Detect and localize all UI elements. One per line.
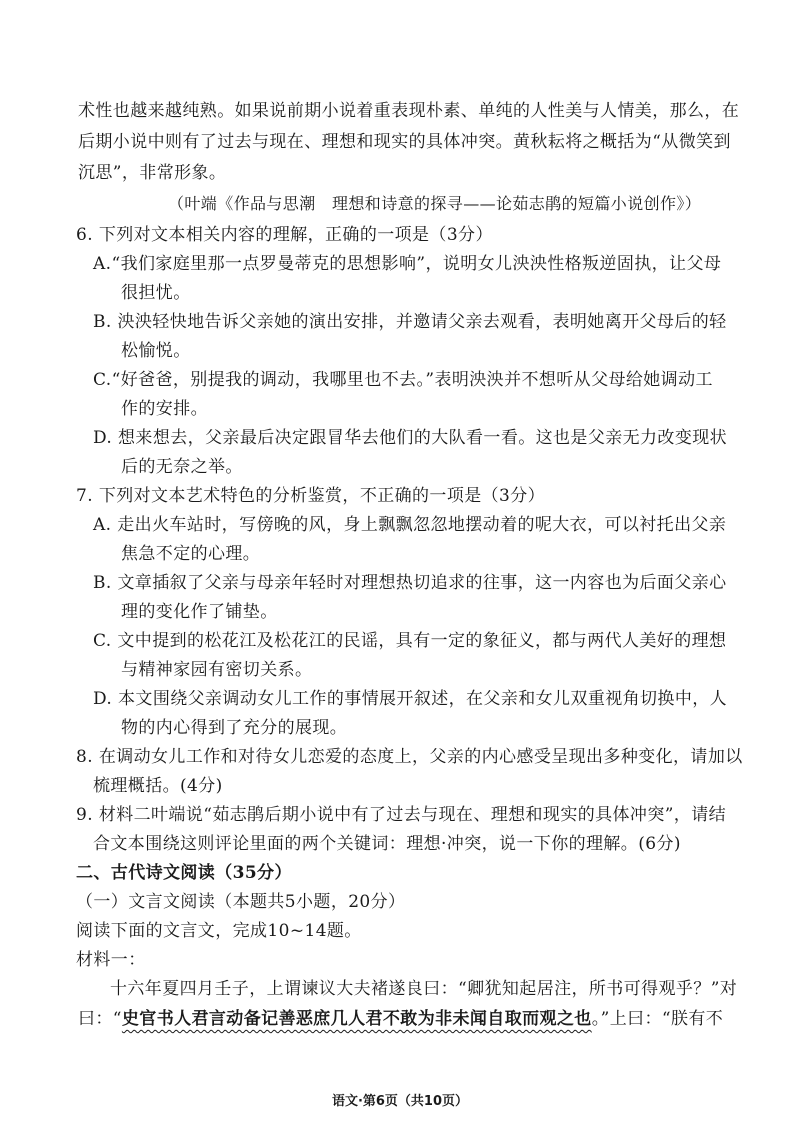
- q7-option-b: B. 文章插叙了父亲与母亲年轻时对理想热切追求的往事，这一内容也为后面父亲心: [93, 573, 727, 593]
- q7-option-c: C. 文中提到的松花江及松花江的民谣，具有一定的象征义，都与两代人美好的理想: [93, 631, 727, 651]
- classical-text-line-1: 十六年夏四月壬子，上谓谏议大夫褚遂良曰：“卿犹知起居注，所书可得观乎？”对: [110, 979, 738, 999]
- page-footer: 语文·第6页（共10页）: [331, 1094, 469, 1109]
- citation: （叶端《作品与思潮 理想和诗意的探寻——论茹志鹃的短篇小说创作》）: [168, 194, 702, 213]
- q7-option-a-cont: 焦急不定的心理。: [121, 544, 261, 564]
- question-6-stem: 6. 下列对文本相关内容的理解，正确的一项是（3分）: [76, 225, 493, 245]
- q7-option-d: D. 本文围绕父亲调动女儿工作的事情展开叙述，在父亲和女儿双重视角切换中，人: [93, 689, 728, 709]
- quote-close: 。”上曰：“朕有不: [591, 1009, 724, 1029]
- q6-option-c-cont: 作的安排。: [121, 399, 208, 419]
- section-2-subheading: （一）文言文阅读（本题共5小题，20分）: [76, 892, 406, 912]
- passage-line-3: 沉思”，非常形象。: [78, 163, 227, 183]
- wavy-underlined-sentence: 史官书人君言动备记善恶庶几人君不敢为非未闻自取而观之也: [121, 1009, 592, 1029]
- passage-line-1: 术性也越来越纯熟。如果说前期小说着重表现朴素、单纯的人性美与人情美，那么，在: [78, 101, 740, 121]
- q6-option-b-cont: 松愉悦。: [121, 341, 191, 361]
- classical-text-line-2: [78, 1008, 723, 1030]
- q6-option-d-cont: 后的无奈之举。: [121, 457, 243, 477]
- question-9-stem: 9. 材料二叶端说“茹志鹃后期小说中有了过去与现在、理想和现实的具体冲突”，请结: [76, 805, 727, 825]
- reading-instruction: 阅读下面的文言文，完成10~14题。: [76, 921, 362, 941]
- quote-open: 曰：“: [78, 1009, 122, 1029]
- question-9-stem-cont: 合文本围绕这则评论里面的两个关键词：理想·冲突，说一下你的理解。(6分): [93, 834, 681, 854]
- section-2-heading: 二、古代诗文阅读（35分）: [76, 863, 292, 883]
- q6-option-a-cont: 很担忧。: [121, 283, 191, 303]
- q6-option-d: D. 想来想去，父亲最后决定跟冒华去他们的大队看一看。这也是父亲无力改变现状: [93, 428, 728, 448]
- question-8-stem: 8. 在调动女儿工作和对待女儿恋爱的态度上，父亲的内心感受呈现出多种变化，请加以: [76, 747, 743, 767]
- q7-option-d-cont: 物的内心得到了充分的展现。: [121, 718, 348, 738]
- q7-option-c-cont: 与精神家园有密切关系。: [121, 660, 313, 680]
- q7-option-a: A. 走出火车站时，写傍晚的风，身上飘飘忽忽地摆动着的呢大衣，可以衬托出父亲: [93, 515, 727, 535]
- q6-option-b: B. 泱泱轻快地告诉父亲她的演出安排，并邀请父亲去观看，表明她离开父母后的轻: [93, 312, 727, 332]
- question-8-stem-cont: 梳理概括。(4分): [93, 776, 223, 796]
- question-7-stem: 7. 下列对文本艺术特色的分析鉴赏，不正确的一项是（3分）: [76, 486, 546, 506]
- q6-option-c: C.“好爸爸，别提我的调动，我哪里也不去。”表明泱泱并不想听从父母给她调动工: [93, 370, 713, 390]
- passage-line-2: 后期小说中则有了过去与现在、理想和现实的具体冲突。黄秋耘将之概括为“从微笑到: [78, 132, 731, 152]
- q7-option-b-cont: 理的变化作了铺垫。: [121, 602, 278, 622]
- material-label: 材料一：: [76, 950, 146, 970]
- q6-option-a: A.“我们家庭里那一点罗曼蒂克的思想影响”，说明女儿泱泱性格叛逆固执，让父母: [93, 254, 722, 274]
